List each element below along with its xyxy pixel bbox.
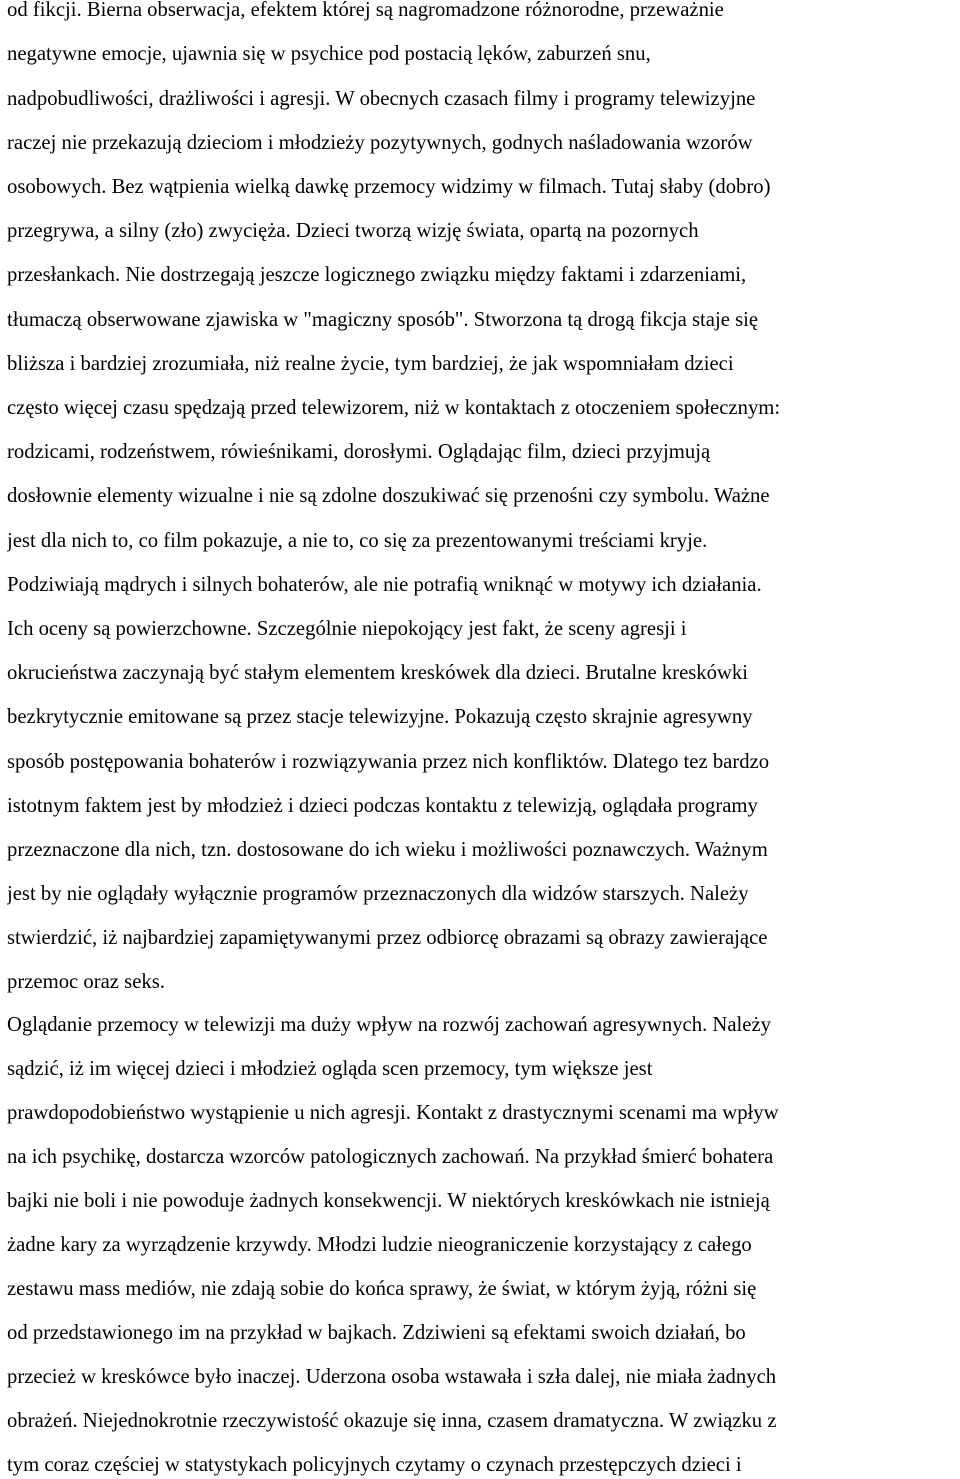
text-line: jest by nie oglądały wyłącznie programów przeznaczonych dla widzów starszych. Należy [7,883,749,905]
text-line: Ich oceny są powierzchowne. Szczególnie niepokojący jest fakt, że sceny agresji i [7,618,687,640]
text-line: okrucieństwa zaczynają być stałym elementem kreskówek dla dzieci. Brutalne kreskówki [7,662,749,684]
text-line: żadne kary za wyrządzenie krzywdy. Młodzi ludzie nieograniczenie korzystający z całego [7,1234,752,1256]
text-line: zestawu mass mediów, nie zdają sobie do końca sprawy, że świat, w którym żyją, różni się [7,1278,757,1300]
text-line: osobowych. Bez wątpienia wielką dawkę przemocy widzimy w filmach. Tutaj słaby (dobro) [7,176,771,198]
text-line: prawdopodobieństwo wystąpienie u nich agresji. Kontakt z drastycznymi scenami ma wpływ [7,1102,779,1124]
text-line: dosłownie elementy wizualne i nie są zdolne doszukiwać się przenośni czy symbolu. Ważne [7,485,770,507]
text-line: przegrywa, a silny (zło) zwycięża. Dzieci tworzą wizję świata, opartą na pozornych [7,220,699,242]
text-line: od przedstawionego im na przykład w bajkach. Zdziwieni są efektami swoich działań, bo [7,1322,746,1344]
text-line: tym coraz częściej w statystykach policyjnych czytamy o czynach przestępczych dzieci i [7,1454,742,1476]
text-line: tłumaczą obserwowane zjawiska w "magiczny sposób". Stworzona tą drogą fikcja staje się [7,309,759,331]
text-line: nadpobudliwości, drażliwości i agresji. W obecnych czasach filmy i programy telewizyjne [7,88,756,110]
text-line: Oglądanie przemocy w telewizji ma duży wpływ na rozwój zachowań agresywnych. Należy [7,1014,771,1036]
text-line: bajki nie boli i nie powoduje żadnych konsekwencji. W niektórych kreskówkach nie istnieją [7,1190,770,1212]
text-line: stwierdzić, iż najbardziej zapamiętywanymi przez odbiorcę obrazami są obrazy zawierające [7,927,768,949]
text-line: sądzić, iż im więcej dzieci i młodzież ogląda scen przemocy, tym większe jest [7,1058,653,1080]
text-line: przecież w kreskówce było inaczej. Uderzona osoba wstawała i szła dalej, nie miała żadnych [7,1366,777,1388]
text-line: przeznaczone dla nich, tzn. dostosowane do ich wieku i możliwości poznawczych. Ważnym [7,839,768,861]
text-line: często więcej czasu spędzają przed telewizorem, niż w kontaktach z otoczeniem społecznym: [7,397,781,419]
document-page [7,0,959,1479]
text-line: negatywne emocje, ujawnia się w psychice pod postacią lęków, zaburzeń snu, [7,43,651,65]
text-line: istotnym faktem jest by młodzież i dzieci podczas kontaktu z telewizją, oglądała programy [7,795,758,817]
text-line: bezkrytycznie emitowane są przez stacje telewizyjne. Pokazują często skrajnie agresywny [7,706,753,728]
text-line: jest dla nich to, co film pokazuje, a nie to, co się za prezentowanymi treściami kryje. [7,530,708,552]
text-line: przemoc oraz seks. [7,971,165,993]
text-line: Podziwiają mądrych i silnych bohaterów, ale nie potrafią wniknąć w motywy ich działania. [7,574,762,596]
text-line: bliższa i bardziej zrozumiała, niż realne życie, tym bardziej, że jak wspomniałam dzieci [7,353,734,375]
text-line: od fikcji. Bierna obserwacja, efektem której są nagromadzone różnorodne, przeważnie [7,0,724,21]
text-line: rodzicami, rodzeństwem, rówieśnikami, dorosłymi. Oglądając film, dzieci przyjmują [7,441,711,463]
text-line: sposób postępowania bohaterów i rozwiązywania przez nich konfliktów. Dlatego tez bardzo [7,751,770,773]
text-line: obrażeń. Niejednokrotnie rzeczywistość okazuje się inna, czasem dramatyczna. W związku z [7,1410,777,1432]
text-line: przesłankach. Nie dostrzegają jeszcze logicznego związku między faktami i zdarzeniami, [7,264,747,286]
text-line: na ich psychikę, dostarcza wzorców patologicznych zachowań. Na przykład śmierć bohatera [7,1146,774,1168]
text-line: raczej nie przekazują dzieciom i młodzieży pozytywnych, godnych naśladowania wzorów [7,132,753,154]
